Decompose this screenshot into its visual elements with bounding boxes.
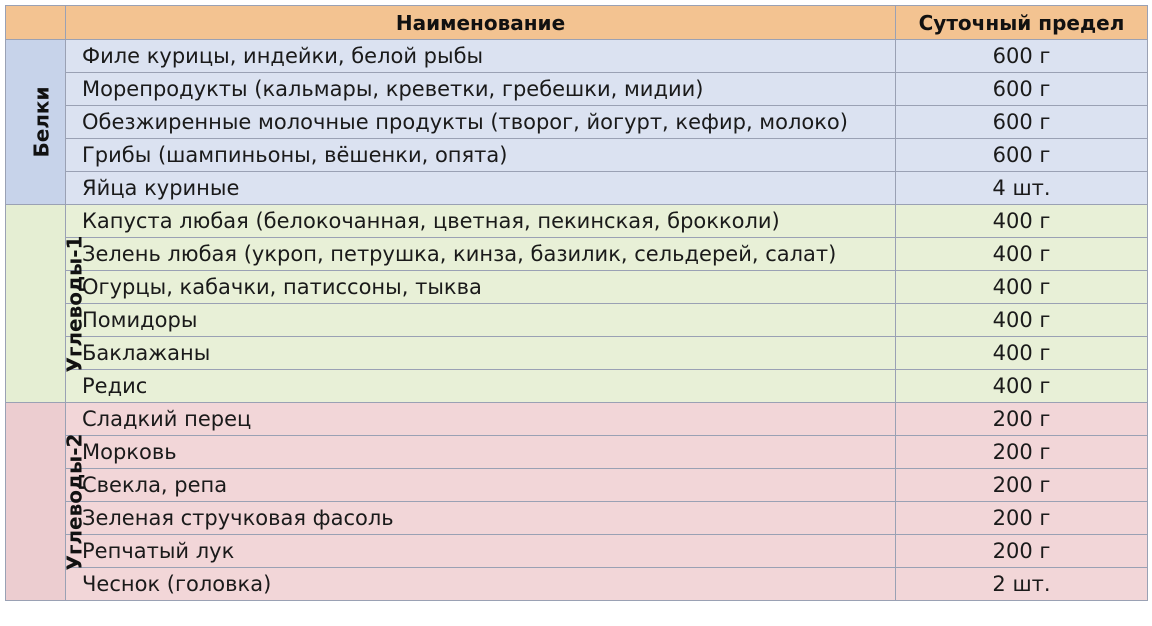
item-limit: 400 г [896, 205, 1148, 238]
item-name: Помидоры [66, 304, 896, 337]
group-label-cell [6, 40, 66, 205]
table-row [6, 337, 1148, 370]
table-row [6, 238, 1148, 271]
item-name: Зелень любая (укроп, петрушка, кинза, базилик, сельдерей, салат) [66, 238, 896, 271]
item-name: Свекла, репа [66, 469, 896, 502]
item-name: Редис [66, 370, 896, 403]
item-name: Зеленая стручковая фасоль [66, 502, 896, 535]
table-row [6, 205, 1148, 238]
table-row [6, 403, 1148, 436]
group-label-cell [6, 205, 87, 403]
item-limit: 200 г [896, 502, 1148, 535]
item-name: Капуста любая (белокочанная, цветная, пекинская, брокколи) [66, 205, 896, 238]
item-limit: 600 г [896, 40, 1148, 73]
item-name: Морковь [66, 436, 896, 469]
item-limit: 200 г [896, 436, 1148, 469]
table-row [6, 271, 1148, 304]
table-row [6, 106, 1148, 139]
header-row [6, 6, 1148, 40]
table-row [6, 469, 1148, 502]
item-name: Баклажаны [66, 337, 896, 370]
group-label-cell [6, 403, 87, 601]
item-limit: 400 г [896, 304, 1148, 337]
item-name: Морепродукты (кальмары, креветки, гребешки, мидии) [66, 73, 896, 106]
table-body [6, 40, 1148, 601]
table-row [6, 436, 1148, 469]
item-limit: 400 г [896, 337, 1148, 370]
table-row [6, 73, 1148, 106]
table-row [6, 304, 1148, 337]
group-label: Белки [29, 86, 54, 158]
table-row [6, 139, 1148, 172]
table-row [6, 502, 1148, 535]
item-limit: 400 г [896, 271, 1148, 304]
header-limit: Суточный предел [896, 6, 1148, 40]
item-name: Сладкий перец [66, 403, 896, 436]
item-name: Яйца куриные [66, 172, 896, 205]
item-limit: 600 г [896, 73, 1148, 106]
group-label: Углеводы-2 [62, 433, 87, 570]
table-row [6, 40, 1148, 73]
item-limit: 200 г [896, 535, 1148, 568]
item-name: Обезжиренные молочные продукты (творог, йогурт, кефир, молоко) [66, 106, 896, 139]
item-limit: 4 шт. [896, 172, 1148, 205]
item-limit: 400 г [896, 238, 1148, 271]
header-name: Наименование [66, 6, 896, 40]
table-row [6, 370, 1148, 403]
item-limit: 2 шт. [896, 568, 1148, 601]
item-limit: 200 г [896, 403, 1148, 436]
item-name: Репчатый лук [66, 535, 896, 568]
item-limit: 200 г [896, 469, 1148, 502]
item-name: Филе курицы, индейки, белой рыбы [66, 40, 896, 73]
item-limit: 600 г [896, 106, 1148, 139]
food-limits-table [5, 5, 1148, 601]
table-row [6, 172, 1148, 205]
group-label: Углеводы-1 [62, 235, 87, 372]
item-limit: 400 г [896, 370, 1148, 403]
item-limit: 600 г [896, 139, 1148, 172]
item-name: Чеснок (головка) [66, 568, 896, 601]
item-name: Огурцы, кабачки, патиссоны, тыква [66, 271, 896, 304]
header-blank-cell [6, 6, 66, 40]
table-row [6, 535, 1148, 568]
table-row [6, 568, 1148, 601]
item-name: Грибы (шампиньоны, вёшенки, опята) [66, 139, 896, 172]
